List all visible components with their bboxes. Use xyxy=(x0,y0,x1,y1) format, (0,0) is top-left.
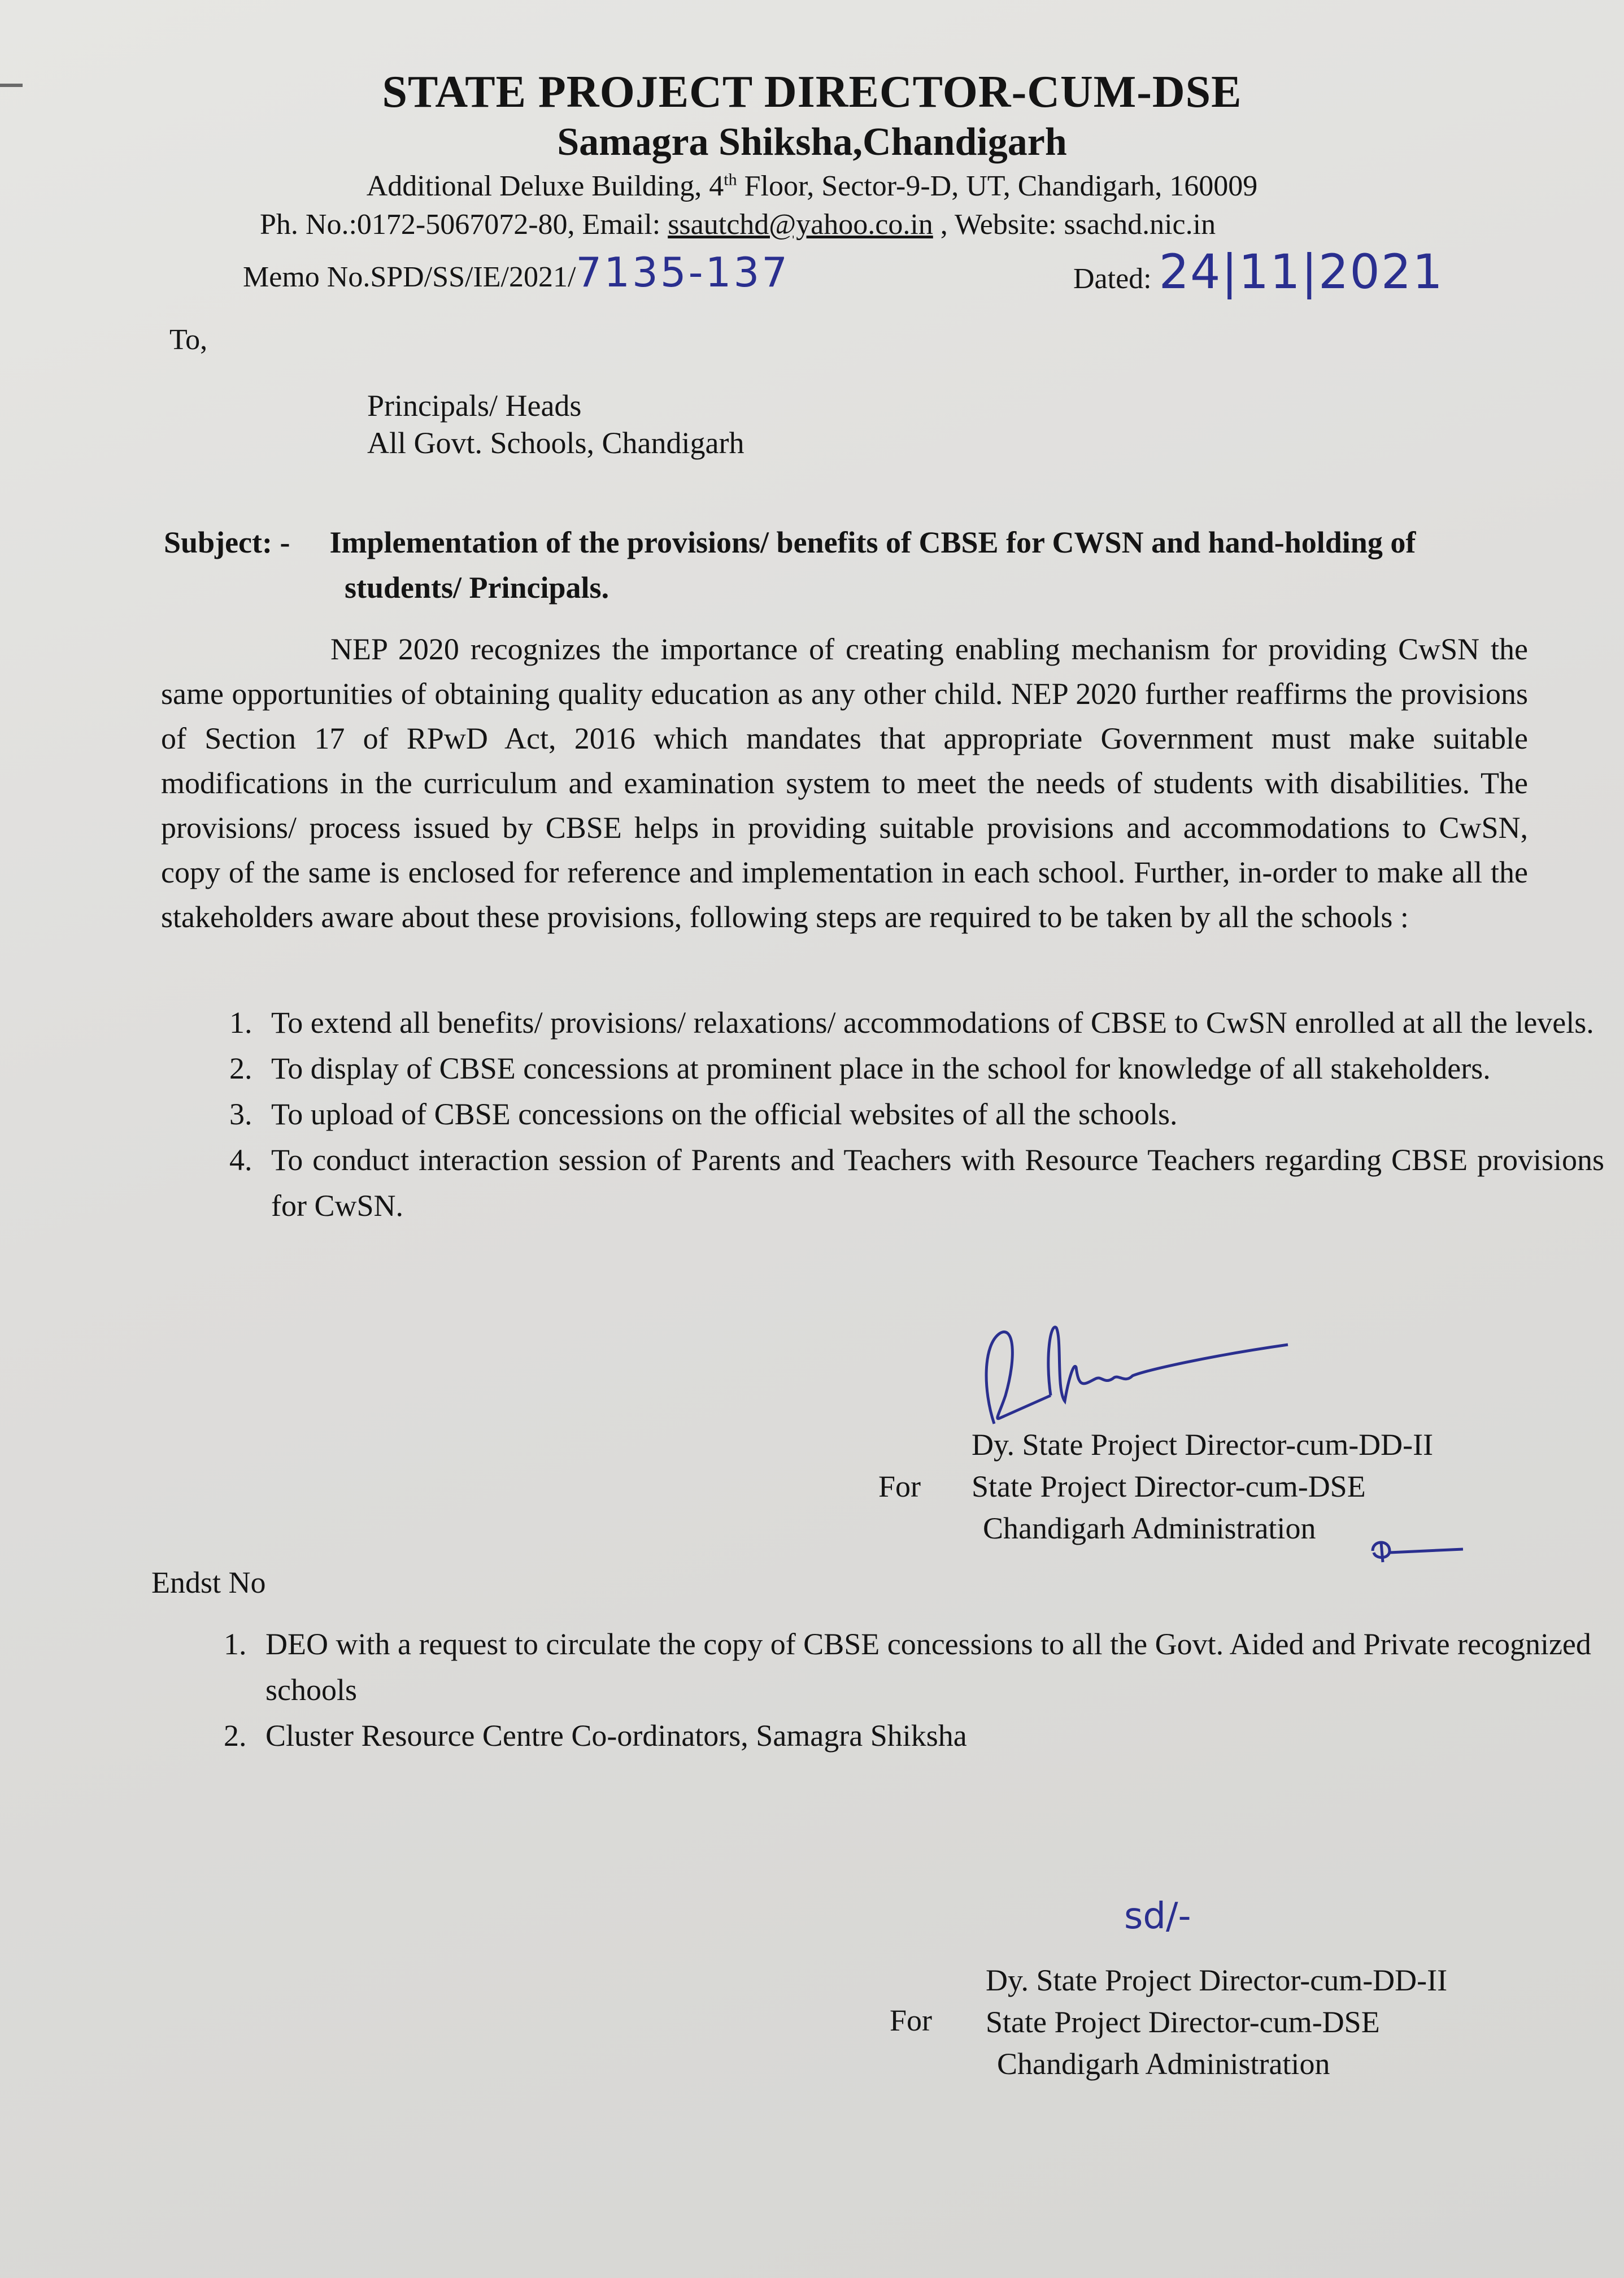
signatory-line-2: State Project Director-cum-DSE xyxy=(972,1470,1366,1503)
address-part2: Floor, Sector-9-D, UT, Chandigarh, 160009 xyxy=(737,170,1258,202)
to-label: To, xyxy=(169,324,208,356)
signatory-designation: Dy. State Project Director-cum-DD-II xyxy=(972,1428,1434,1462)
date-handwritten: 24|11|2021 xyxy=(1159,244,1444,299)
recipient-line-1: Principals/ Heads xyxy=(367,389,582,423)
subject-block xyxy=(164,520,1416,610)
memo-number xyxy=(243,249,790,296)
recipient-line-2: All Govt. Schools, Chandigarh xyxy=(367,426,744,460)
memo-label: Memo No.SPD/SS/IE/2021/ xyxy=(243,261,576,293)
phone-label: Ph. No.:0172-5067072-80, Email: xyxy=(260,208,668,241)
address-superscript: th xyxy=(724,170,737,189)
step-item: 1. To extend all benefits/ provisions/ relaxations/ accommodations of CBSE to CwSN enrolled at all the levels. xyxy=(260,1000,1604,1046)
contact-line xyxy=(260,208,1216,241)
endorsement-label: Endst No xyxy=(151,1566,266,1599)
dated-label: Dated: xyxy=(1073,263,1159,295)
memo-handwritten-number: 7135-137 xyxy=(576,249,790,296)
subject-line-2: students/ Principals. xyxy=(345,571,609,605)
for-label: For xyxy=(890,2003,933,2037)
signatory-designation: Dy. State Project Director-cum-DD-II xyxy=(986,1963,1448,1997)
endorsement-list xyxy=(203,1621,1624,1759)
initials-mark-icon xyxy=(1367,1537,1469,1565)
signature-block-2 xyxy=(986,1959,1447,2085)
office-address xyxy=(0,169,1624,203)
endorsement-item: 2. Cluster Resource Centre Co-ordinators, Samagra Shiksha xyxy=(254,1713,1624,1759)
step-item: 2. To display of CBSE concessions at prominent place in the school for knowledge of all stakeholders. xyxy=(260,1046,1604,1092)
signature-block-1 xyxy=(972,1424,1433,1549)
letterhead-title: STATE PROJECT DIRECTOR-CUM-DSE xyxy=(382,67,1242,117)
recipient-block xyxy=(367,387,744,462)
for-label: For xyxy=(878,1470,921,1503)
signatory-line-2: State Project Director-cum-DSE xyxy=(986,2005,1380,2039)
endorsement-item: 1. DEO with a request to circulate the copy of CBSE concessions to all the Govt. Aided and Private recognized schools xyxy=(254,1621,1624,1713)
body-paragraph: NEP 2020 recognizes the importance of creating enabling mechanism for providing CwSN the same opportunities of obtaining quality education as any other child. NEP 2020 further reaffirms the provisions of Section 17 of RPwD Act, 2016 which mandates that appropriate Government must make suitable modifications in the curriculum and examination system to meet the needs of students with disabilities. The provisions/ process issued by CBSE helps in providing suitable provisions and accommodations to CwSN, copy of the same is enclosed for reference and implementation in each school. Further, in-order to make all the stakeholders aware about these provisions, following steps are required to be taken by all the schools : xyxy=(161,632,1528,934)
signature-icon xyxy=(983,1322,1378,1435)
signatory-line-3: Chandigarh Administration xyxy=(983,1511,1316,1545)
steps-list xyxy=(209,1000,1604,1229)
organization-name: Samagra Shiksha,Chandigarh xyxy=(557,120,1067,164)
website-label: , Website: ssachd.nic.in xyxy=(933,208,1216,241)
date-line xyxy=(1073,244,1444,299)
step-item: 4. To conduct interaction session of Parents and Teachers with Resource Teachers regarding CBSE provisions for CwSN. xyxy=(260,1137,1604,1229)
subject-label: Subject: - xyxy=(164,525,290,559)
address-part1: Additional Deluxe Building, 4 xyxy=(366,170,724,202)
sd-handwritten-mark: sd/- xyxy=(1124,1896,1191,1937)
step-item: 3. To upload of CBSE concessions on the official websites of all the schools. xyxy=(260,1092,1604,1137)
email-link[interactable]: ssautchd@yahoo.co.in xyxy=(668,208,933,241)
subject-line-1: Implementation of the provisions/ benefits of CBSE for CWSN and hand-holding of xyxy=(329,525,1416,559)
signatory-line-3: Chandigarh Administration xyxy=(997,2047,1330,2081)
